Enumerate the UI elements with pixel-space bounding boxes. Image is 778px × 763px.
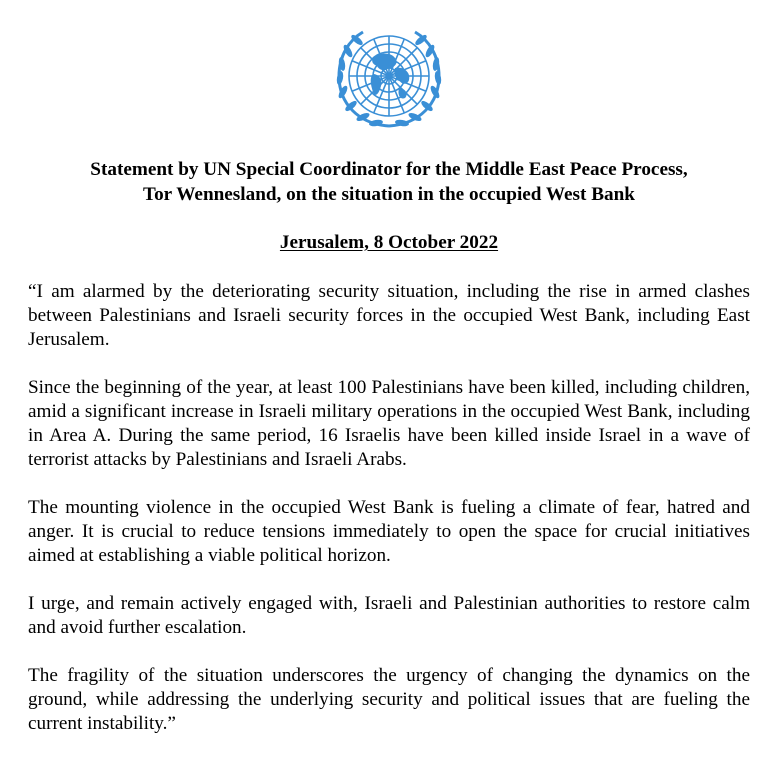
title-line-2: Tor Wennesland, on the situation in the occupied West Bank (143, 184, 635, 205)
statement-title (20, 157, 758, 207)
dateline-text: Jerusalem, 8 October 2022 (279, 232, 499, 253)
statement-body (28, 280, 750, 760)
un-emblem-icon (329, 22, 449, 134)
paragraph-2: Since the beginning of the year, at least 100 Palestinians have been killed, including children, amid a significant increase in Israeli military operations in the occupied West Bank, including in Area A. During the same period, 16 Israelis have been killed inside Israel in a wave of terrorist attacks by Palestinians and Israeli Arabs. (28, 377, 750, 470)
paragraph-4: I urge, and remain actively engaged with, Israeli and Palestinian authorities to restore calm and avoid further escalation. (28, 593, 750, 638)
paragraph-1: “I am alarmed by the deteriorating security situation, including the rise in armed clashes between Palestinians and Israeli security forces in the occupied West Bank, including East Jerusalem. (28, 281, 750, 350)
paragraph-3: The mounting violence in the occupied West Bank is fueling a climate of fear, hatred and anger. It is crucial to reduce tensions immediately to open the space for crucial initiatives aimed at establishing a viable political horizon. (28, 497, 750, 566)
paragraph-5: The fragility of the situation underscores the urgency of changing the dynamics on the ground, while addressing the underlying security and political issues that are fueling the current instability.” (28, 665, 750, 734)
title-line-1: Statement by UN Special Coordinator for the Middle East Peace Process, (90, 159, 688, 180)
dateline (20, 230, 758, 255)
